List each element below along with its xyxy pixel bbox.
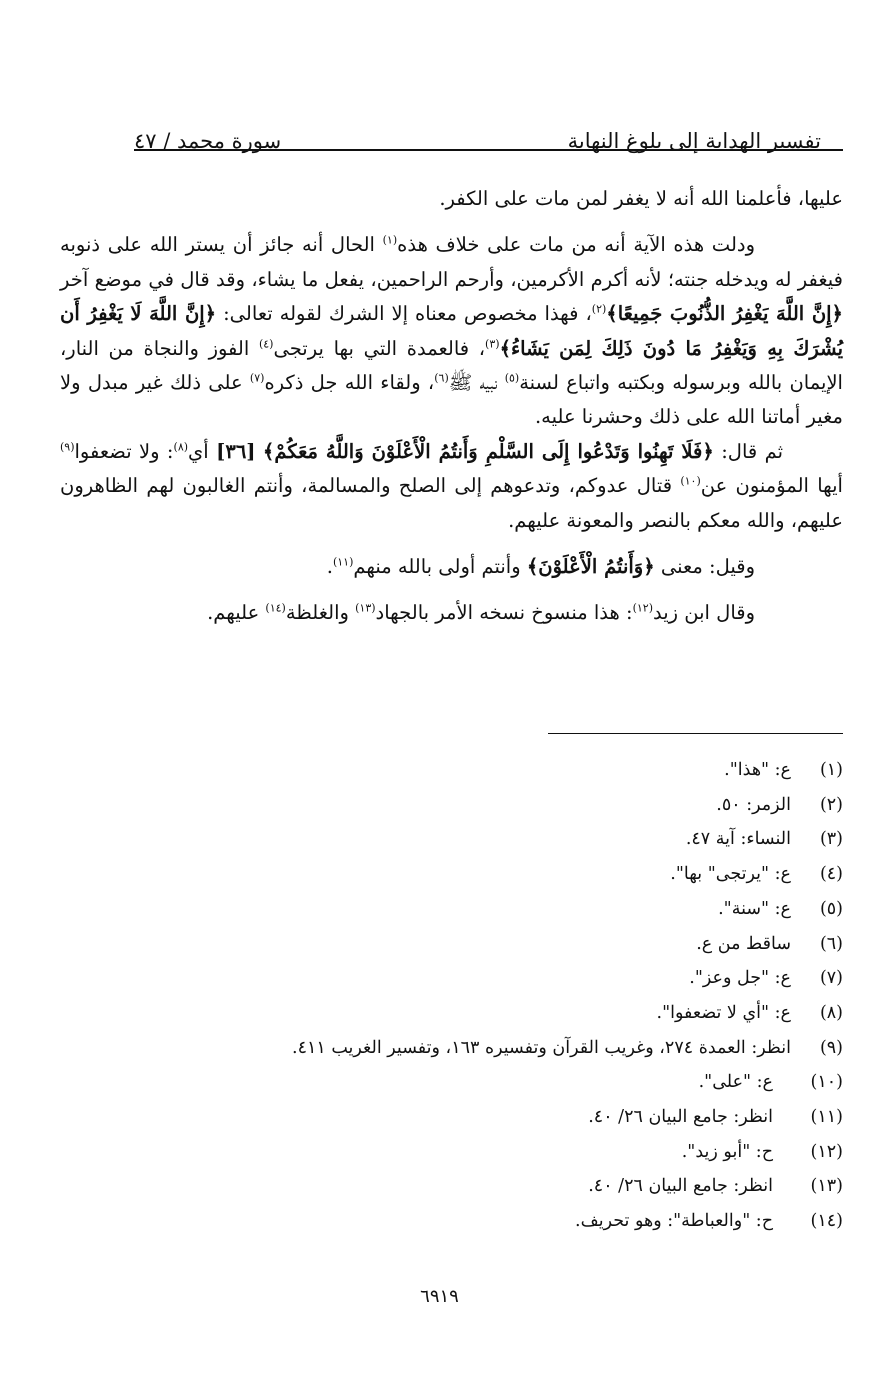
paragraph-5 (60, 596, 843, 630)
text-run: أيها المؤمنون عن (700, 474, 843, 498)
footnote-number: (١٤) (810, 1211, 843, 1232)
text-run: ، فهذا مخصوص معناه إلا الشرك لقوله تعالى: (216, 302, 592, 326)
footnotes (40, 753, 843, 1239)
footnote-item (40, 1065, 843, 1100)
footnote-ref[interactable]: (٢) (591, 302, 607, 316)
footnote-number: (٤) (819, 864, 843, 885)
footnote-text: ع: "سنة". (718, 898, 791, 919)
main-text (60, 178, 843, 631)
text-run: وأنتم أولى بالله منهم (353, 555, 527, 579)
text-run: نبيه ﷺ (448, 371, 505, 395)
footnote-text: ساقط من ع. (696, 933, 791, 954)
footnote-ref[interactable]: (٧) (249, 371, 265, 385)
footnote-ref[interactable]: (١١) (332, 555, 354, 569)
text-run: الفوز والنجاة من النار، الإيمان بالله وبرسوله وبكتبه واتباع لسنة (60, 336, 843, 395)
quran-quote: ﴿إِنَّ اللَّهَ لَا يَغْفِرُ أَن يُشْرَكَ بِهِ وَيَغْفِرُ مَا دُونَ ذَلِكَ لِمَن يَشَاءُ﴾ (60, 302, 844, 360)
footnote-ref[interactable]: (٨) (173, 440, 189, 454)
footnote-text: ح: "والعباطة": وهو تحريف. (575, 1211, 773, 1232)
text-run: الحال أنه جائز أن يستر الله على ذنوبه فيغفر له ويدخله جنته؛ لأنه أكرم الأكرمين، وأرحم الراحمين، يفعل ما يشاء، وقد قال في موضع آخر (60, 233, 843, 291)
paragraph-4 (60, 550, 843, 584)
page-number: ٦٩١٩ (420, 1286, 459, 1307)
footnote-text: ع: "جل وعز". (689, 968, 791, 989)
footnote-item (40, 927, 843, 962)
footnote-item (40, 1031, 843, 1066)
text-run: على ذلك غير مبدل ولا مغير أماتنا الله على ذلك وحشرنا عليه. (60, 371, 843, 429)
footnote-text: النساء: آية ٤٧. (685, 829, 791, 850)
footnote-item (40, 1135, 843, 1170)
paragraph-1: عليها، فأعلمنا الله أنه لا يغفر لمن مات على الكفر. (439, 187, 843, 210)
footnote-text: الزمر: ٥٠. (716, 794, 791, 815)
footnote-ref[interactable]: (١٤) (265, 601, 286, 615)
footnote-text: ع: "يرتجى" بها". (670, 864, 791, 885)
footnote-number: (٣) (819, 829, 843, 850)
footnote-ref[interactable]: (٥) (504, 371, 520, 385)
paragraph-2 (60, 228, 843, 434)
quran-quote: ﴿فَلَا تَهِنُوا وَتَدْعُوا إِلَى السَّلْمِ وَأَنتُمُ الْأَعْلَوْنَ وَاللَّهُ مَعَكُمْ﴾ (262, 439, 714, 463)
header-divider (134, 149, 843, 151)
footnote-number: (٨) (819, 1002, 843, 1023)
text-run: : هذا منسوخ نسخه الأمر بالجهاد (375, 601, 633, 625)
footnote-text: انظر: العمدة ٢٧٤، وغريب القرآن وتفسيره ١٦٣، وتفسير الغريب ٤١١. (292, 1037, 791, 1058)
surah-title: سورة محمد / ٤٧ (134, 129, 282, 153)
footnote-text: ح: "أبو زيد". (681, 1141, 773, 1162)
footnote-text: انظر: جامع البيان ٢٦/ ٤٠. (588, 1107, 773, 1128)
footnote-item (40, 1204, 843, 1239)
text-run: : ولا تضعفوا (74, 439, 174, 463)
footnote-ref[interactable]: (١٣) (355, 601, 376, 615)
footnote-text: ع: "أي لا تضعفوا". (656, 1002, 791, 1023)
quran-quote: ﴿وَأَنتُمُ الْأَعْلَوْنَ﴾ (526, 555, 655, 579)
footnote-ref[interactable]: (٤) (258, 337, 274, 351)
text-run: ودلت هذه الآية أنه من مات على خلاف هذه (397, 233, 755, 257)
footnote-item (40, 961, 843, 996)
footnote-divider (548, 733, 843, 734)
text-run: ثم قال: (713, 439, 783, 463)
footnote-ref[interactable]: (٣) (485, 337, 500, 351)
footnote-text: ع: "هذا". (724, 760, 791, 780)
paragraph-3 (60, 435, 843, 538)
footnote-number: (٩) (819, 1037, 843, 1058)
footnote-item (40, 857, 843, 892)
footnote-text: انظر: جامع البيان ٢٦/ ٤٠. (588, 1176, 773, 1197)
footnote-number: (٢) (819, 794, 843, 815)
footnote-number: (١) (819, 760, 843, 780)
running-header (134, 112, 821, 152)
footnote-ref[interactable]: (٦) (434, 371, 449, 385)
text-run: عليهم. (207, 601, 266, 625)
footnote-ref[interactable]: (١٢) (632, 601, 653, 615)
footnote-number: (١٢) (810, 1141, 843, 1162)
text-run: قتال عدوكم، وتدعوهم إلى الصلح والمسالمة، وأنتم الغالبون لهم الظاهرون عليهم، والله معكم بالنصر والمعونة عليهم. (60, 474, 843, 532)
book-title: تفسير الهداية إلى بلوغ النهاية (567, 129, 821, 153)
text-run: وقال ابن زيد (652, 601, 755, 625)
footnote-number: (١١) (810, 1107, 843, 1128)
footnote-item (40, 996, 843, 1031)
verse-number: [٣٦] (216, 439, 256, 463)
footnote-number: (٧) (819, 968, 843, 989)
text-run: أي (188, 439, 217, 463)
text-run: ، ولقاء الله جل ذكره (264, 371, 435, 395)
footnote-number: (٦) (819, 933, 843, 954)
footnote-item (40, 753, 843, 788)
footnote-ref[interactable]: (٩) (60, 440, 75, 454)
footnote-text: ع: "على". (698, 1072, 773, 1093)
footnote-item (40, 822, 843, 857)
footnote-number: (١٠) (810, 1072, 843, 1093)
footnote-item (40, 1100, 843, 1135)
footnote-number: (١٣) (810, 1176, 843, 1197)
footnote-item (40, 788, 843, 823)
quran-quote: ﴿إِنَّ اللَّهَ يَغْفِرُ الذُّنُوبَ جَمِيعًا﴾ (606, 302, 843, 326)
text-run: . (326, 555, 333, 579)
footnote-number: (٥) (819, 898, 843, 919)
footnote-item (40, 892, 843, 927)
text-run: وقيل: معنى (654, 555, 755, 579)
footnote-ref[interactable]: (١) (382, 233, 398, 247)
text-run: والغلظة (285, 601, 356, 625)
footnote-ref[interactable]: (١٠) (680, 474, 701, 488)
text-run: ، فالعمدة التي بها يرتجى (273, 336, 486, 360)
footnote-item (40, 1169, 843, 1204)
